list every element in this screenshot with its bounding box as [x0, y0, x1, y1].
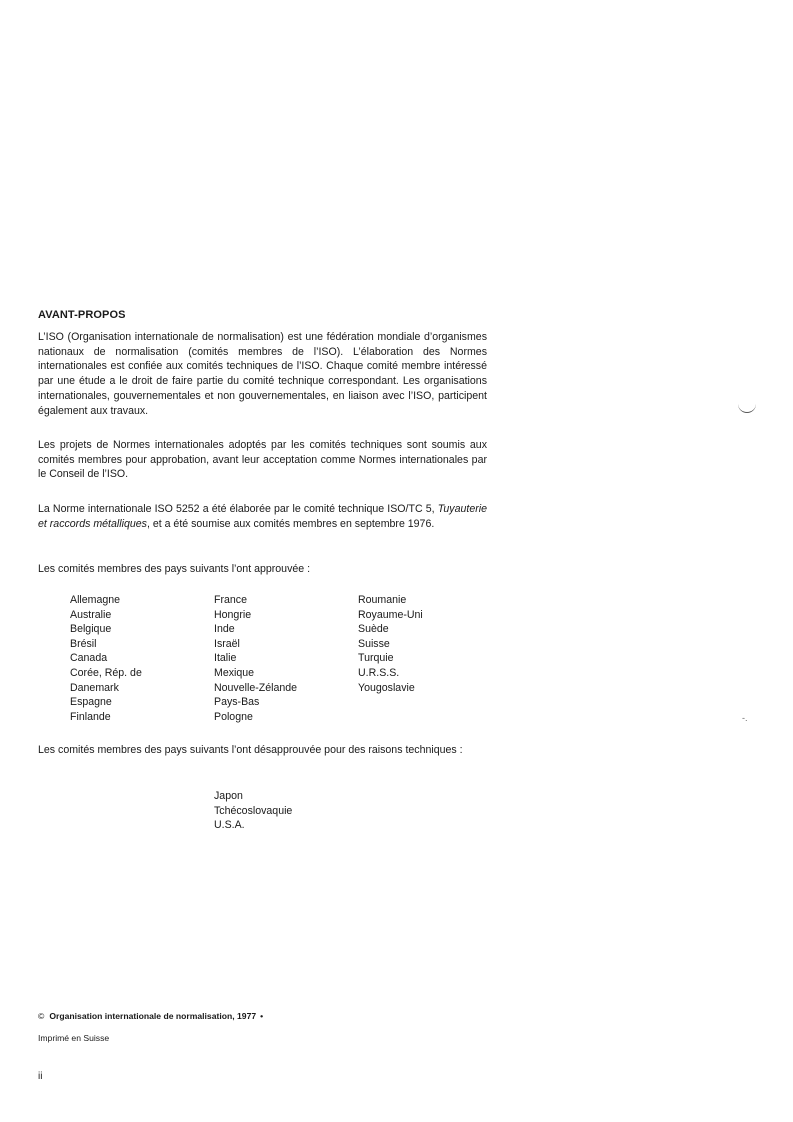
copyright-text: Organisation internationale de normalisation, 1977: [49, 1011, 257, 1021]
committee-title: Tuyauterie et raccords métalliques: [38, 503, 487, 530]
country-item: Espagne: [70, 696, 112, 709]
paragraph-draft-approval: Les projets de Normes internationales adoptés par les comités techniques sont soumis aux comités membres pour approbation, avant leur acceptation comme Normes internationales par le Conseil de l’ISO.: [38, 439, 487, 481]
scan-mark: [738, 404, 756, 413]
country-item: Brésil: [70, 637, 97, 650]
copyright-symbol: ©: [38, 1011, 45, 1021]
country-item: Hongrie: [214, 608, 252, 621]
paragraph-approved-intro: Les comités membres des pays suivants l’ont approuvée :: [38, 563, 311, 575]
country-item: Canada: [70, 652, 108, 665]
approved-countries-col1: [70, 593, 142, 724]
country-item: Tchécoslovaquie: [214, 804, 293, 817]
country-item: Inde: [214, 623, 235, 636]
disapproved-countries: [214, 789, 292, 833]
paragraph-iso-intro: L’ISO (Organisation internationale de normalisation) est une fédération mondiale d’organismes nationaux de normalisation (comités membres de l’ISO). L’élaboration des Normes internationales est confiée aux comités techniques de l’ISO. Chaque comité membre intéressé par une étude a le droit de faire partie du comité technique correspondant. Les organisations internationales, gouvernementales et non gouvernementales, en liaison avec l’ISO, participent également aux travaux.: [38, 331, 487, 417]
country-item: Suède: [358, 623, 389, 636]
printed-in: Imprimé en Suisse: [38, 1033, 110, 1043]
section-heading: AVANT-PROPOS: [38, 309, 126, 321]
country-item: Roumanie: [358, 594, 407, 606]
country-item: Turquie: [358, 652, 394, 665]
scan-mark: -.: [742, 713, 748, 723]
country-item: Finlande: [70, 710, 111, 723]
standard-origin-text-end: , et a été soumise aux comités membres en septembre 1976.: [146, 517, 435, 530]
country-item: Royaume-Uni: [358, 608, 423, 621]
country-item: Allemagne: [70, 594, 121, 606]
country-item: Italie: [214, 652, 237, 665]
page-number: ii: [38, 1071, 43, 1082]
country-item: Japon: [214, 790, 243, 802]
country-item: Nouvelle-Zélande: [214, 681, 298, 694]
standard-origin-text-start: La Norme internationale ISO 5252 a été élaborée par le comité technique ISO/TC 5,: [38, 503, 438, 515]
country-item: France: [214, 594, 247, 606]
country-item: U.R.S.S.: [358, 666, 400, 679]
country-item: Pologne: [214, 710, 253, 723]
country-item: Pays-Bas: [214, 696, 260, 709]
country-item: Yougoslavie: [358, 681, 415, 694]
approved-countries-col3: [358, 593, 423, 695]
bullet-icon: •: [260, 1011, 264, 1021]
country-item: Corée, Rép. de: [70, 666, 142, 679]
approved-countries-col2: [214, 593, 297, 724]
country-item: Belgique: [70, 623, 112, 636]
country-item: Israël: [214, 637, 240, 650]
country-item: U.S.A.: [214, 819, 245, 832]
country-item: Danemark: [70, 681, 119, 694]
country-item: Australie: [70, 608, 112, 621]
copyright-notice: [38, 1011, 263, 1021]
paragraph-disapproved-intro: Les comités membres des pays suivants l’ont désapprouvée pour des raisons techniques :: [38, 744, 463, 756]
country-item: Suisse: [358, 637, 390, 650]
country-item: Mexique: [214, 666, 255, 679]
paragraph-standard-origin: [38, 502, 487, 531]
